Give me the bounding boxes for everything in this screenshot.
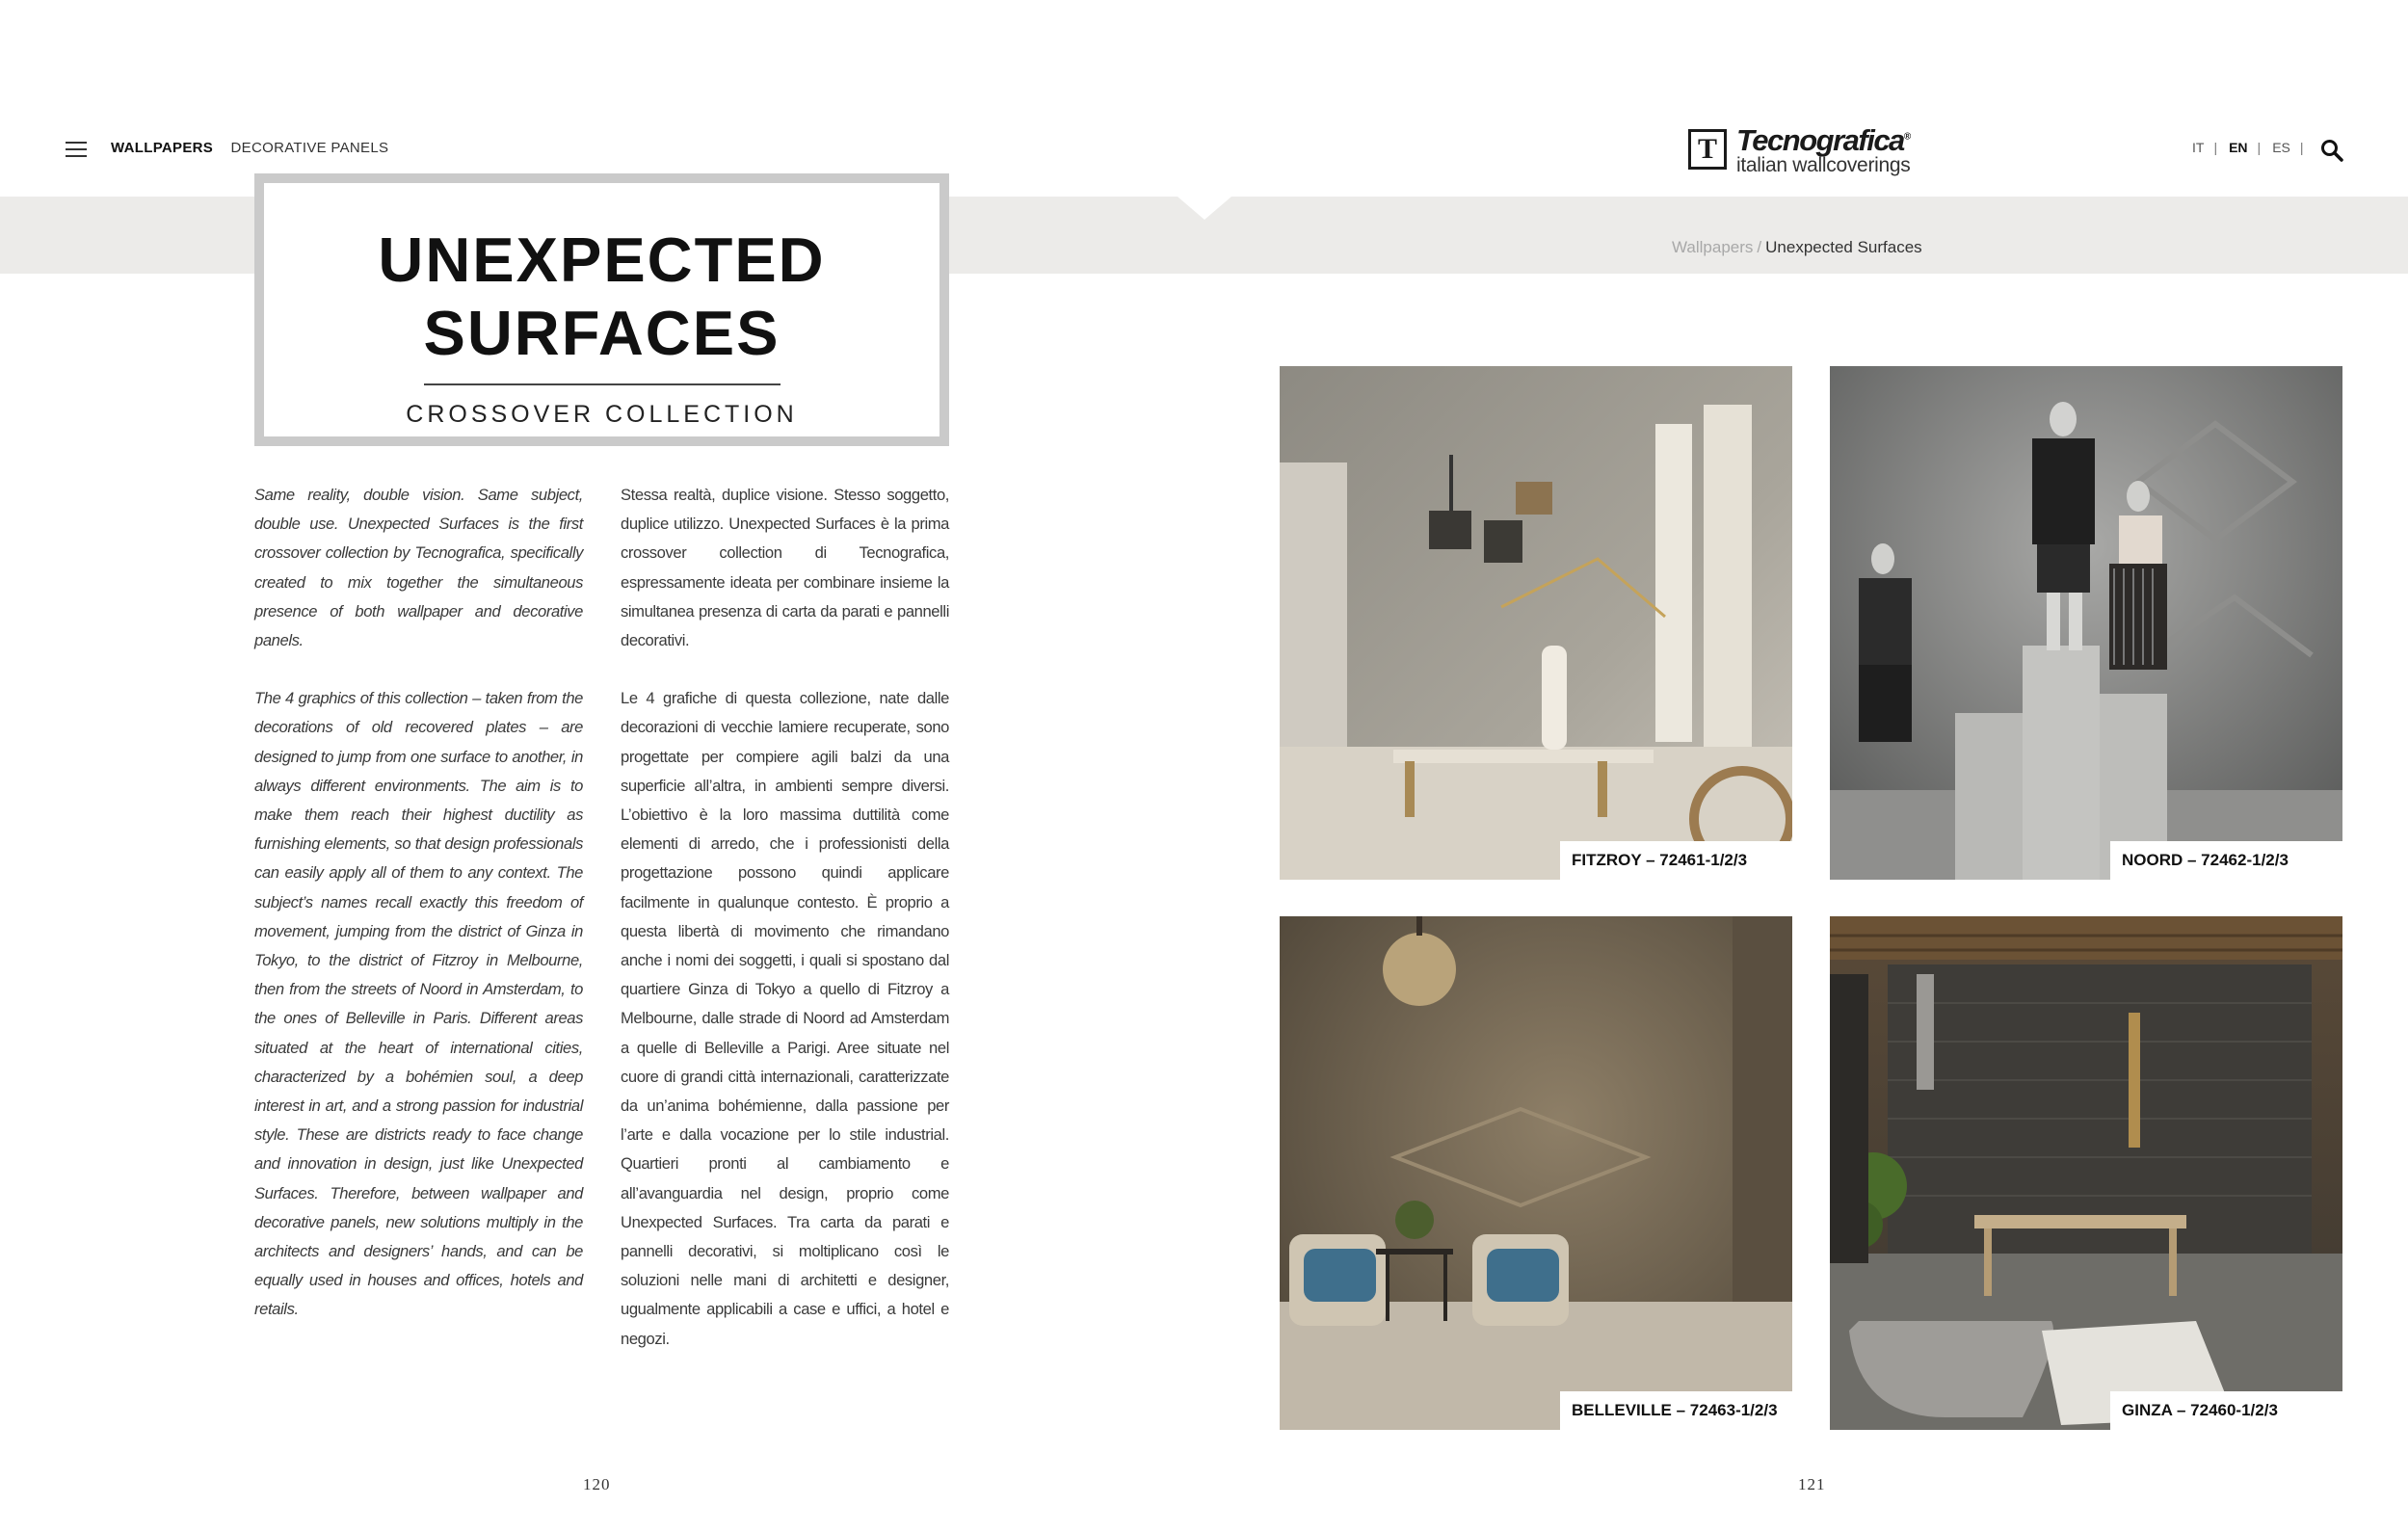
logo-name: Tecnografica® xyxy=(1736,123,1910,157)
page-title: UNEXPECTED SURFACES xyxy=(378,225,826,368)
brand-logo[interactable] xyxy=(1688,125,1929,179)
nav-decorative-panels[interactable]: DECORATIVE PANELS xyxy=(230,140,389,156)
logo-tagline: italian wallcoverings xyxy=(1736,154,1911,176)
logo-mark: T xyxy=(1688,129,1727,170)
nav-wallpapers[interactable]: WALLPAPERS xyxy=(111,140,214,156)
product-tile-fitzroy[interactable] xyxy=(1280,366,1792,880)
lang-en[interactable]: EN xyxy=(2229,140,2248,155)
paragraph: The 4 graphics of this collection – taken from the decorations of old recovered plates – are designed to jump from one surface to another, in always different environments. The aim is to make them reach their highest ductility as furnishing elements, so that design professionals can easily apply all of them to any context. The subject’s names recall exactly this freedom of movement, jumping from the district of Ginza in Tokyo, to the district of Fitzroy in Melbourne, then from the streets of Noord in Amsterdam, to the ones of Belleville in Paris. Different areas situated at the heart of international cities, characterized by a bohémien soul, a deep interest in art, and a strong passion for industrial style. These are districts ready to face change and innovation in design, just like Unexpected Surfaces. Therefore, between wallpaper and decorative panels, new solutions multiply in the architects and designers’ hands, and can be equally used in houses and offices, hotels and retails. xyxy=(254,689,583,1319)
title-divider xyxy=(424,383,781,385)
paragraph: Stessa realtà, duplice visione. Stesso soggetto, duplice utilizzo. Unexpected Surfaces è la prima crossover collection di Tecnografica, espressamente ideata per combinare insieme la simultanea presenza di carta da parati e pannelli decorativi. xyxy=(621,486,949,650)
lang-it[interactable]: IT xyxy=(2192,140,2205,155)
noord-photo xyxy=(1830,366,2342,880)
ginza-photo xyxy=(1830,916,2342,1430)
product-tile-noord[interactable] xyxy=(1830,366,2342,880)
lang-es[interactable]: ES xyxy=(2272,140,2290,155)
language-switcher: IT | EN | ES | xyxy=(2192,140,2304,155)
belleville-photo xyxy=(1280,916,1792,1430)
paragraph: Le 4 grafiche di questa collezione, nate dalle decorazioni di vecchie lamiere recuperate, sono progettate per compiere agili balzi da una superficie all’altra, in ambienti sempre diversi. L’obiettivo è la loro massima duttilità come elementi di arredo, che i professionisti della progettazione possono quindi applicare facilmente in qualunque contesto. È proprio a questa libertà di movimento che rimandano anche i nomi dei soggetti, i quali si spostano dal quartiere Ginza di Tokyo a quello di Fitzroy a Melbourne, dalle strade di Noord ad Amsterdam a quelle di Belleville a Parigi. Aree situate nel cuore di grandi città internazionali, caratterizzate da un’anima bohémienne, dalla passione per l’arte e dalla vocazione per lo stile industrial. Quartieri pronti al cambiamento e all’avanguardia nel design, proprio come Unexpected Surfaces. Tra carta da parati e pannelli decorativi, si moltiplicano così le soluzioni nelle mani di architetti e designer, ugualmente applicabili a case e uffici, a hotel e negozi. xyxy=(621,689,949,1348)
search-icon[interactable] xyxy=(2320,139,2343,162)
product-label: NOORD – 72462-1/2/3 xyxy=(2110,841,2342,880)
paragraph: Same reality, double vision. Same subject, double use. Unexpected Surfaces is the first crossover collection by Tecnografica, specifically created to mix together the simultaneous presence of both wallpaper and decorative panels. xyxy=(254,486,583,650)
product-tile-ginza[interactable] xyxy=(1830,916,2342,1430)
breadcrumb-current: Unexpected Surfaces xyxy=(1765,238,1922,256)
text-column-italian xyxy=(621,481,949,1383)
product-label: FITZROY – 72461-1/2/3 xyxy=(1560,841,1792,880)
collection-subtitle: CROSSOVER COLLECTION xyxy=(406,401,798,428)
main-nav xyxy=(111,140,402,156)
text-column-english xyxy=(254,481,583,1354)
breadcrumb-wallpapers[interactable]: Wallpapers xyxy=(1672,238,1754,256)
header-notch xyxy=(1178,197,1231,220)
fitzroy-photo xyxy=(1280,366,1792,880)
breadcrumb: Wallpapers / Unexpected Surfaces xyxy=(1672,238,1922,256)
page-number-left: 120 xyxy=(583,1475,611,1493)
product-tile-belleville[interactable] xyxy=(1280,916,1792,1430)
product-label: BELLEVILLE – 72463-1/2/3 xyxy=(1560,1391,1792,1430)
title-card xyxy=(254,173,949,446)
menu-icon[interactable] xyxy=(66,142,87,159)
product-label: GINZA – 72460-1/2/3 xyxy=(2110,1391,2342,1430)
page-number-right: 121 xyxy=(1798,1475,1826,1493)
